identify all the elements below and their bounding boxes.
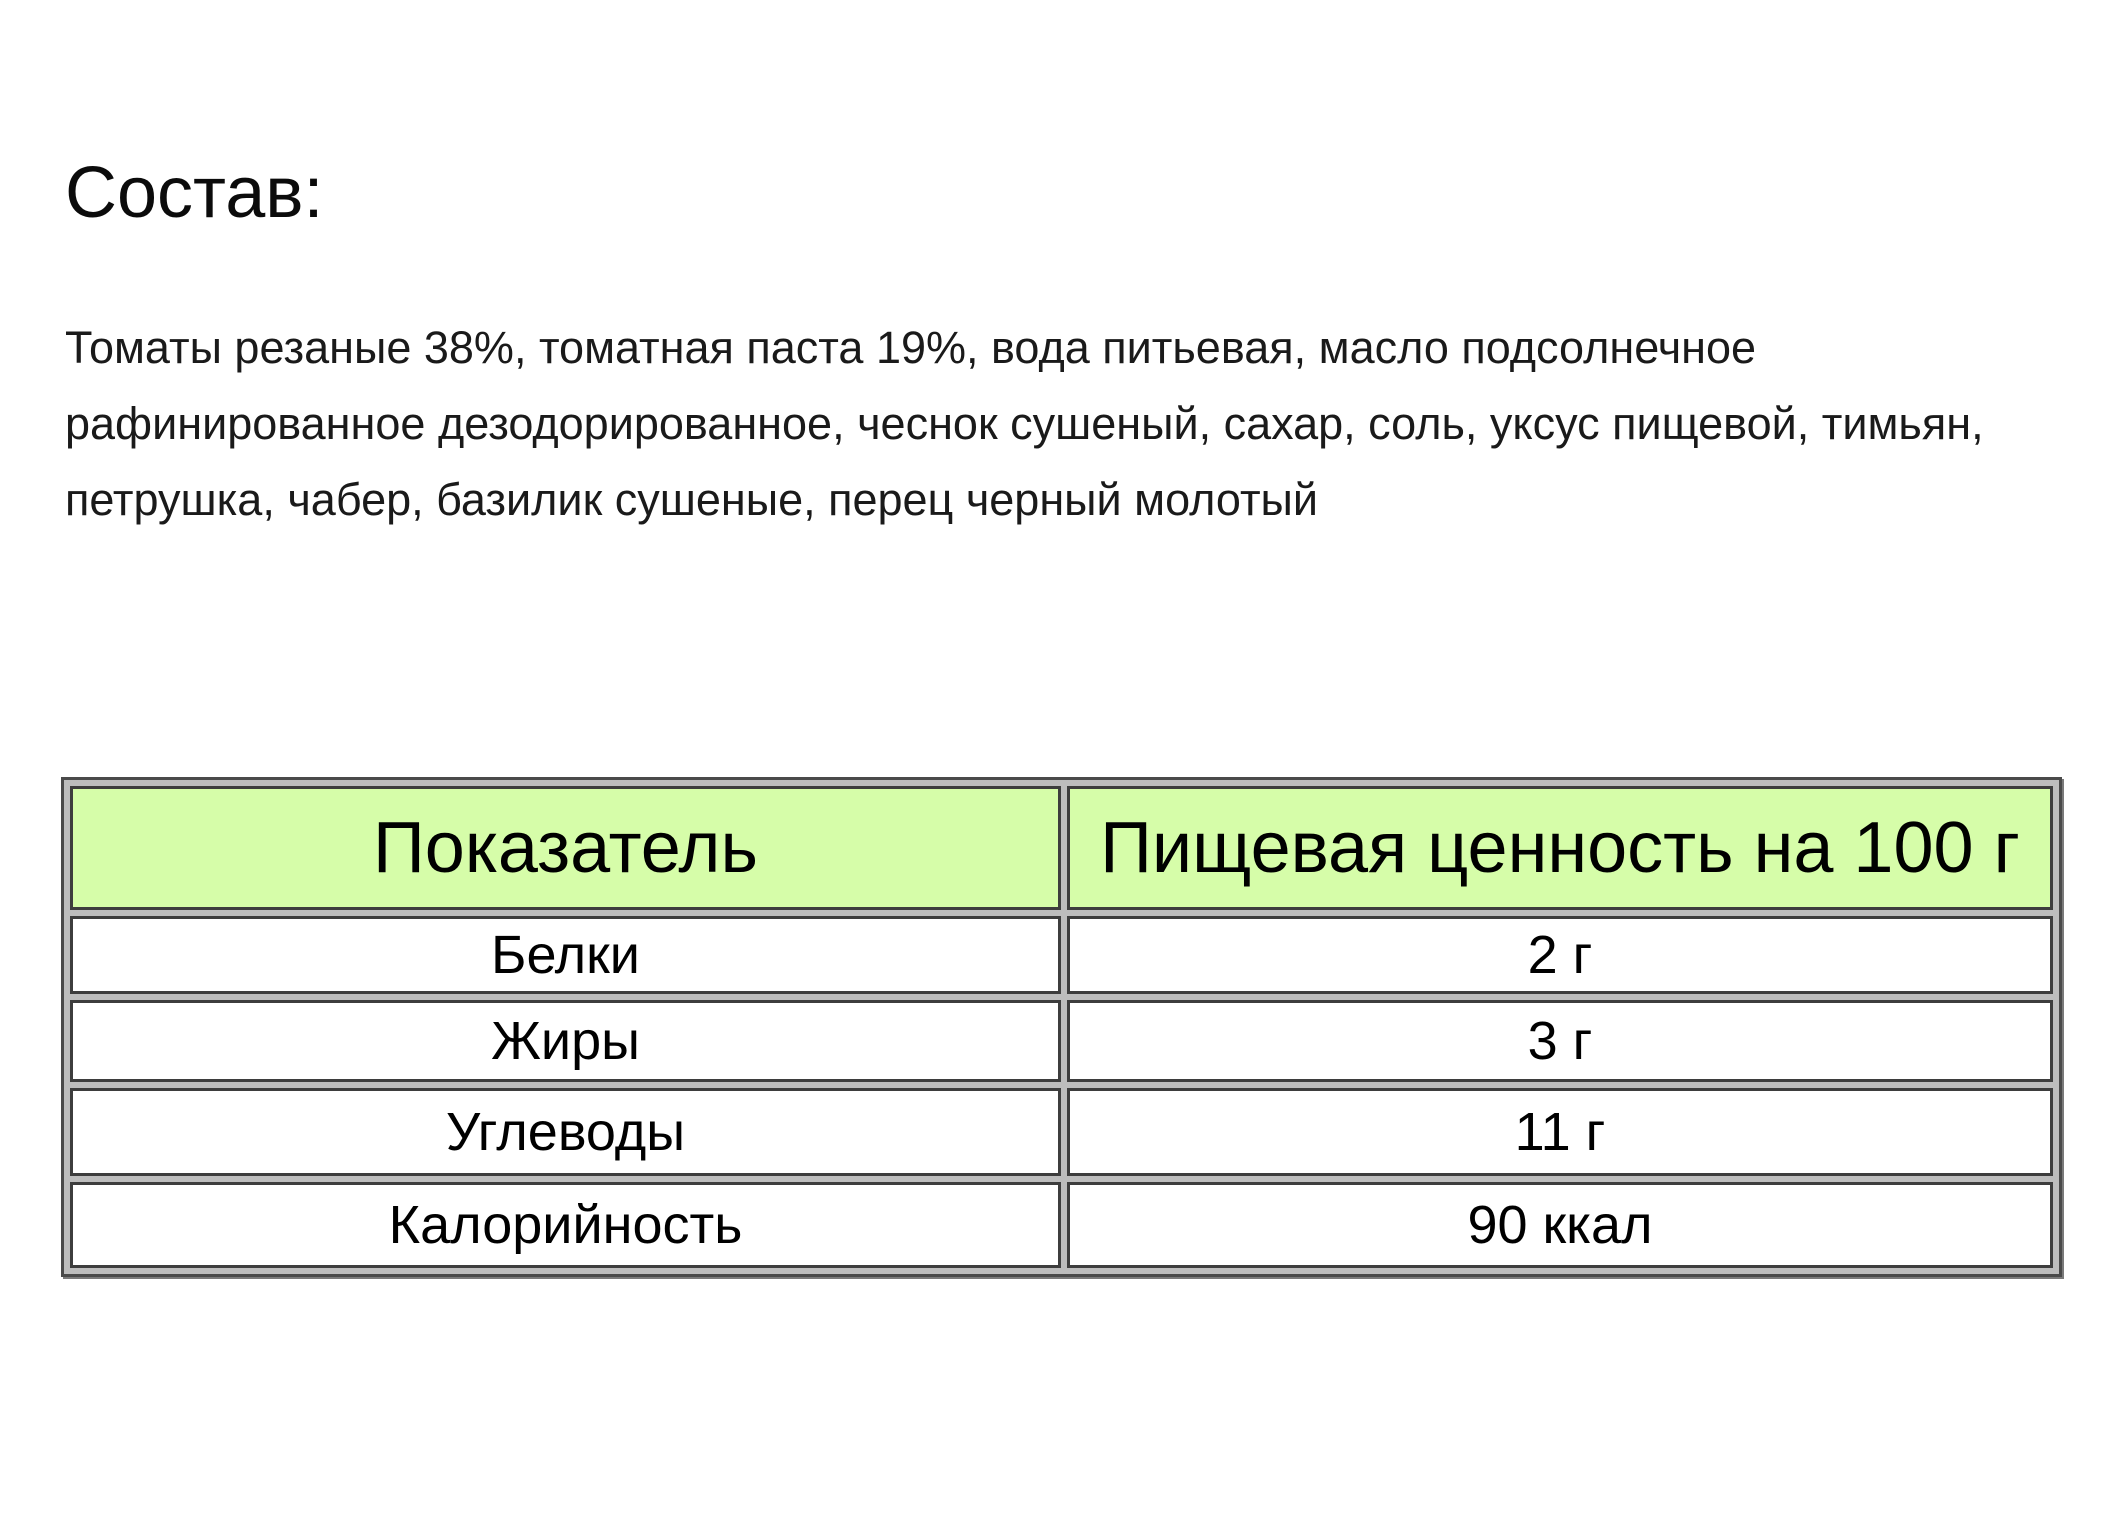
- row-value-fat: 3 г: [1067, 1000, 2053, 1082]
- table-row: [70, 916, 2053, 994]
- row-value-protein: 2 г: [1067, 916, 2053, 994]
- header-indicator: Показатель: [70, 786, 1061, 910]
- table-row: [70, 1088, 2053, 1176]
- table-row: [70, 1000, 2053, 1082]
- row-label-fat: Жиры: [70, 1000, 1061, 1082]
- nutrition-table: [61, 777, 2062, 1277]
- row-label-protein: Белки: [70, 916, 1061, 994]
- row-value-carbs: 11 г: [1067, 1088, 2053, 1176]
- table-header-row: [70, 786, 2053, 910]
- table-row: [70, 1182, 2053, 1268]
- composition-text: Томаты резаные 38%, томатная паста 19%, вода питьевая, масло подсолнечное рафинированное дезодорированное, чеснок сушеный, сахар, соль, уксус пищевой, тимьян, петрушка, чабер, базилик сушеные, перец черный молотый: [65, 322, 1984, 525]
- row-label-carbs: Углеводы: [70, 1088, 1061, 1176]
- row-label-calories: Калорийность: [70, 1182, 1061, 1268]
- composition-heading: Состав:: [65, 153, 324, 233]
- row-value-calories: 90 ккал: [1067, 1182, 2053, 1268]
- header-nutritional-value: Пищевая ценность на 100 г: [1067, 786, 2053, 910]
